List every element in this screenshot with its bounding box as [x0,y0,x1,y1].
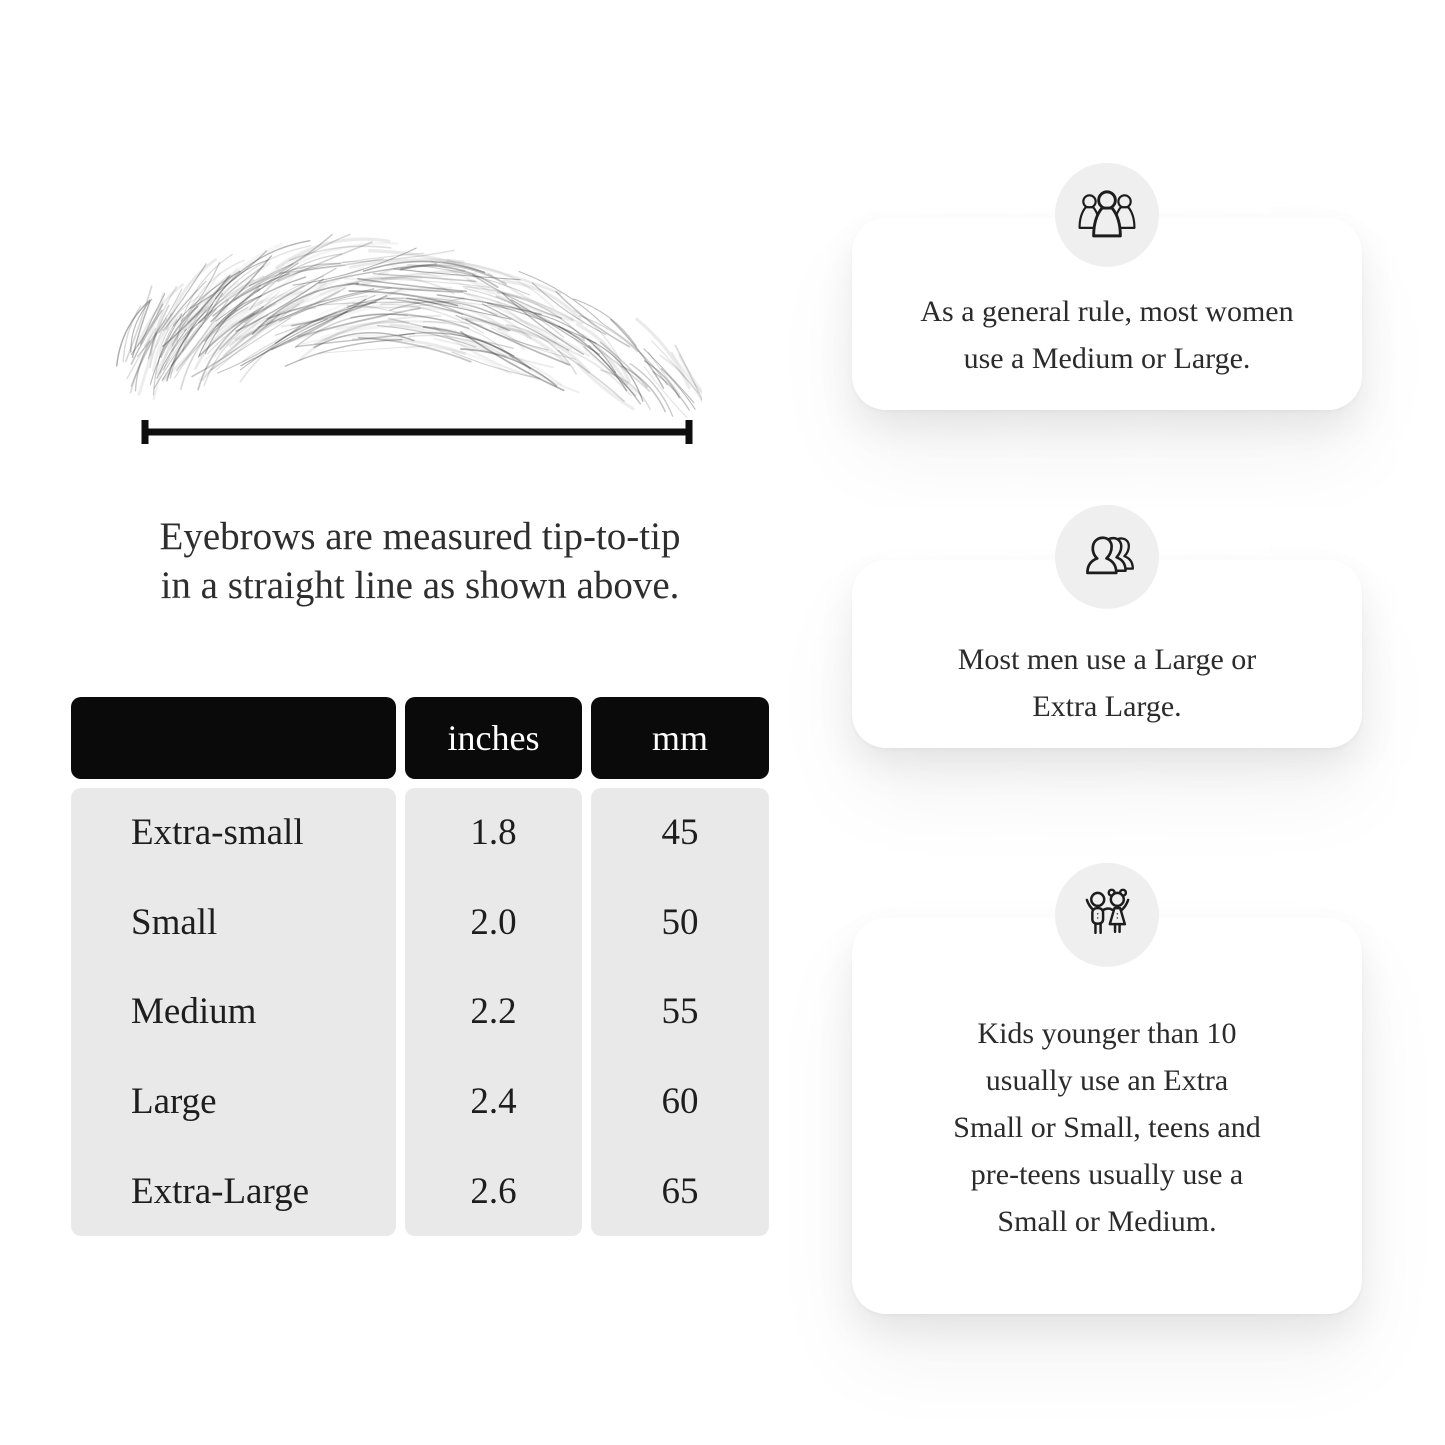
icon-circle [1055,863,1159,967]
kids-icon [1074,882,1140,948]
tip-line: Small or Small, teens and [953,1111,1261,1144]
tip-card-kids [852,918,1362,1314]
women-group-icon [1074,182,1140,248]
mm-value: 60 [661,1081,699,1123]
inches-value: 1.8 [470,812,517,854]
tip-card-kids-text [852,918,1362,1245]
eyebrow-illustration [112,228,702,418]
inches-value: 2.4 [470,1081,517,1123]
men-group-icon [1074,524,1140,590]
figure-caption-line2: in a straight line as shown above. [160,564,680,607]
tip-line: pre-teens usually use a [970,1158,1244,1191]
size-table-body [71,788,770,1236]
figure-caption-line1: Eyebrows are measured tip-to-tip [159,515,681,558]
tip-line: Extra Large. [1032,690,1182,723]
mm-value: 65 [661,1170,699,1212]
size-label: Extra-Large [131,1170,310,1212]
size-table-header-row [71,697,770,779]
icon-circle [1055,163,1159,267]
size-label: Small [131,901,218,943]
size-label: Extra-small [131,812,304,854]
figure-caption [130,512,710,610]
mm-value: 50 [661,901,699,943]
tip-line: usually use an Extra [985,1064,1229,1097]
measurement-line [141,418,693,446]
inches-value: 2.0 [470,901,517,943]
inches-value: 2.2 [470,991,517,1033]
size-table-inches-column [405,788,582,1236]
icon-circle [1055,505,1159,609]
mm-value: 45 [661,812,699,854]
size-table [71,697,770,1236]
tip-card-women [852,218,1362,410]
mm-value: 55 [661,991,699,1033]
size-label: Medium [131,991,257,1033]
tip-line: As a general rule, most women [920,295,1294,328]
tip-line: Most men use a Large or [957,643,1257,676]
inches-value: 2.6 [470,1170,517,1212]
tip-line: use a Medium or Large. [963,342,1251,375]
size-table-header-mm: mm [591,697,769,779]
size-table-label-column [71,788,396,1236]
size-label: Large [131,1081,217,1123]
size-table-mm-column [591,788,769,1236]
tip-line: Kids younger than 10 [977,1017,1237,1050]
size-table-header-blank [71,697,396,779]
size-table-header-inches: inches [405,697,582,779]
tip-card-men [852,560,1362,748]
tip-line: Small or Medium. [997,1205,1217,1238]
